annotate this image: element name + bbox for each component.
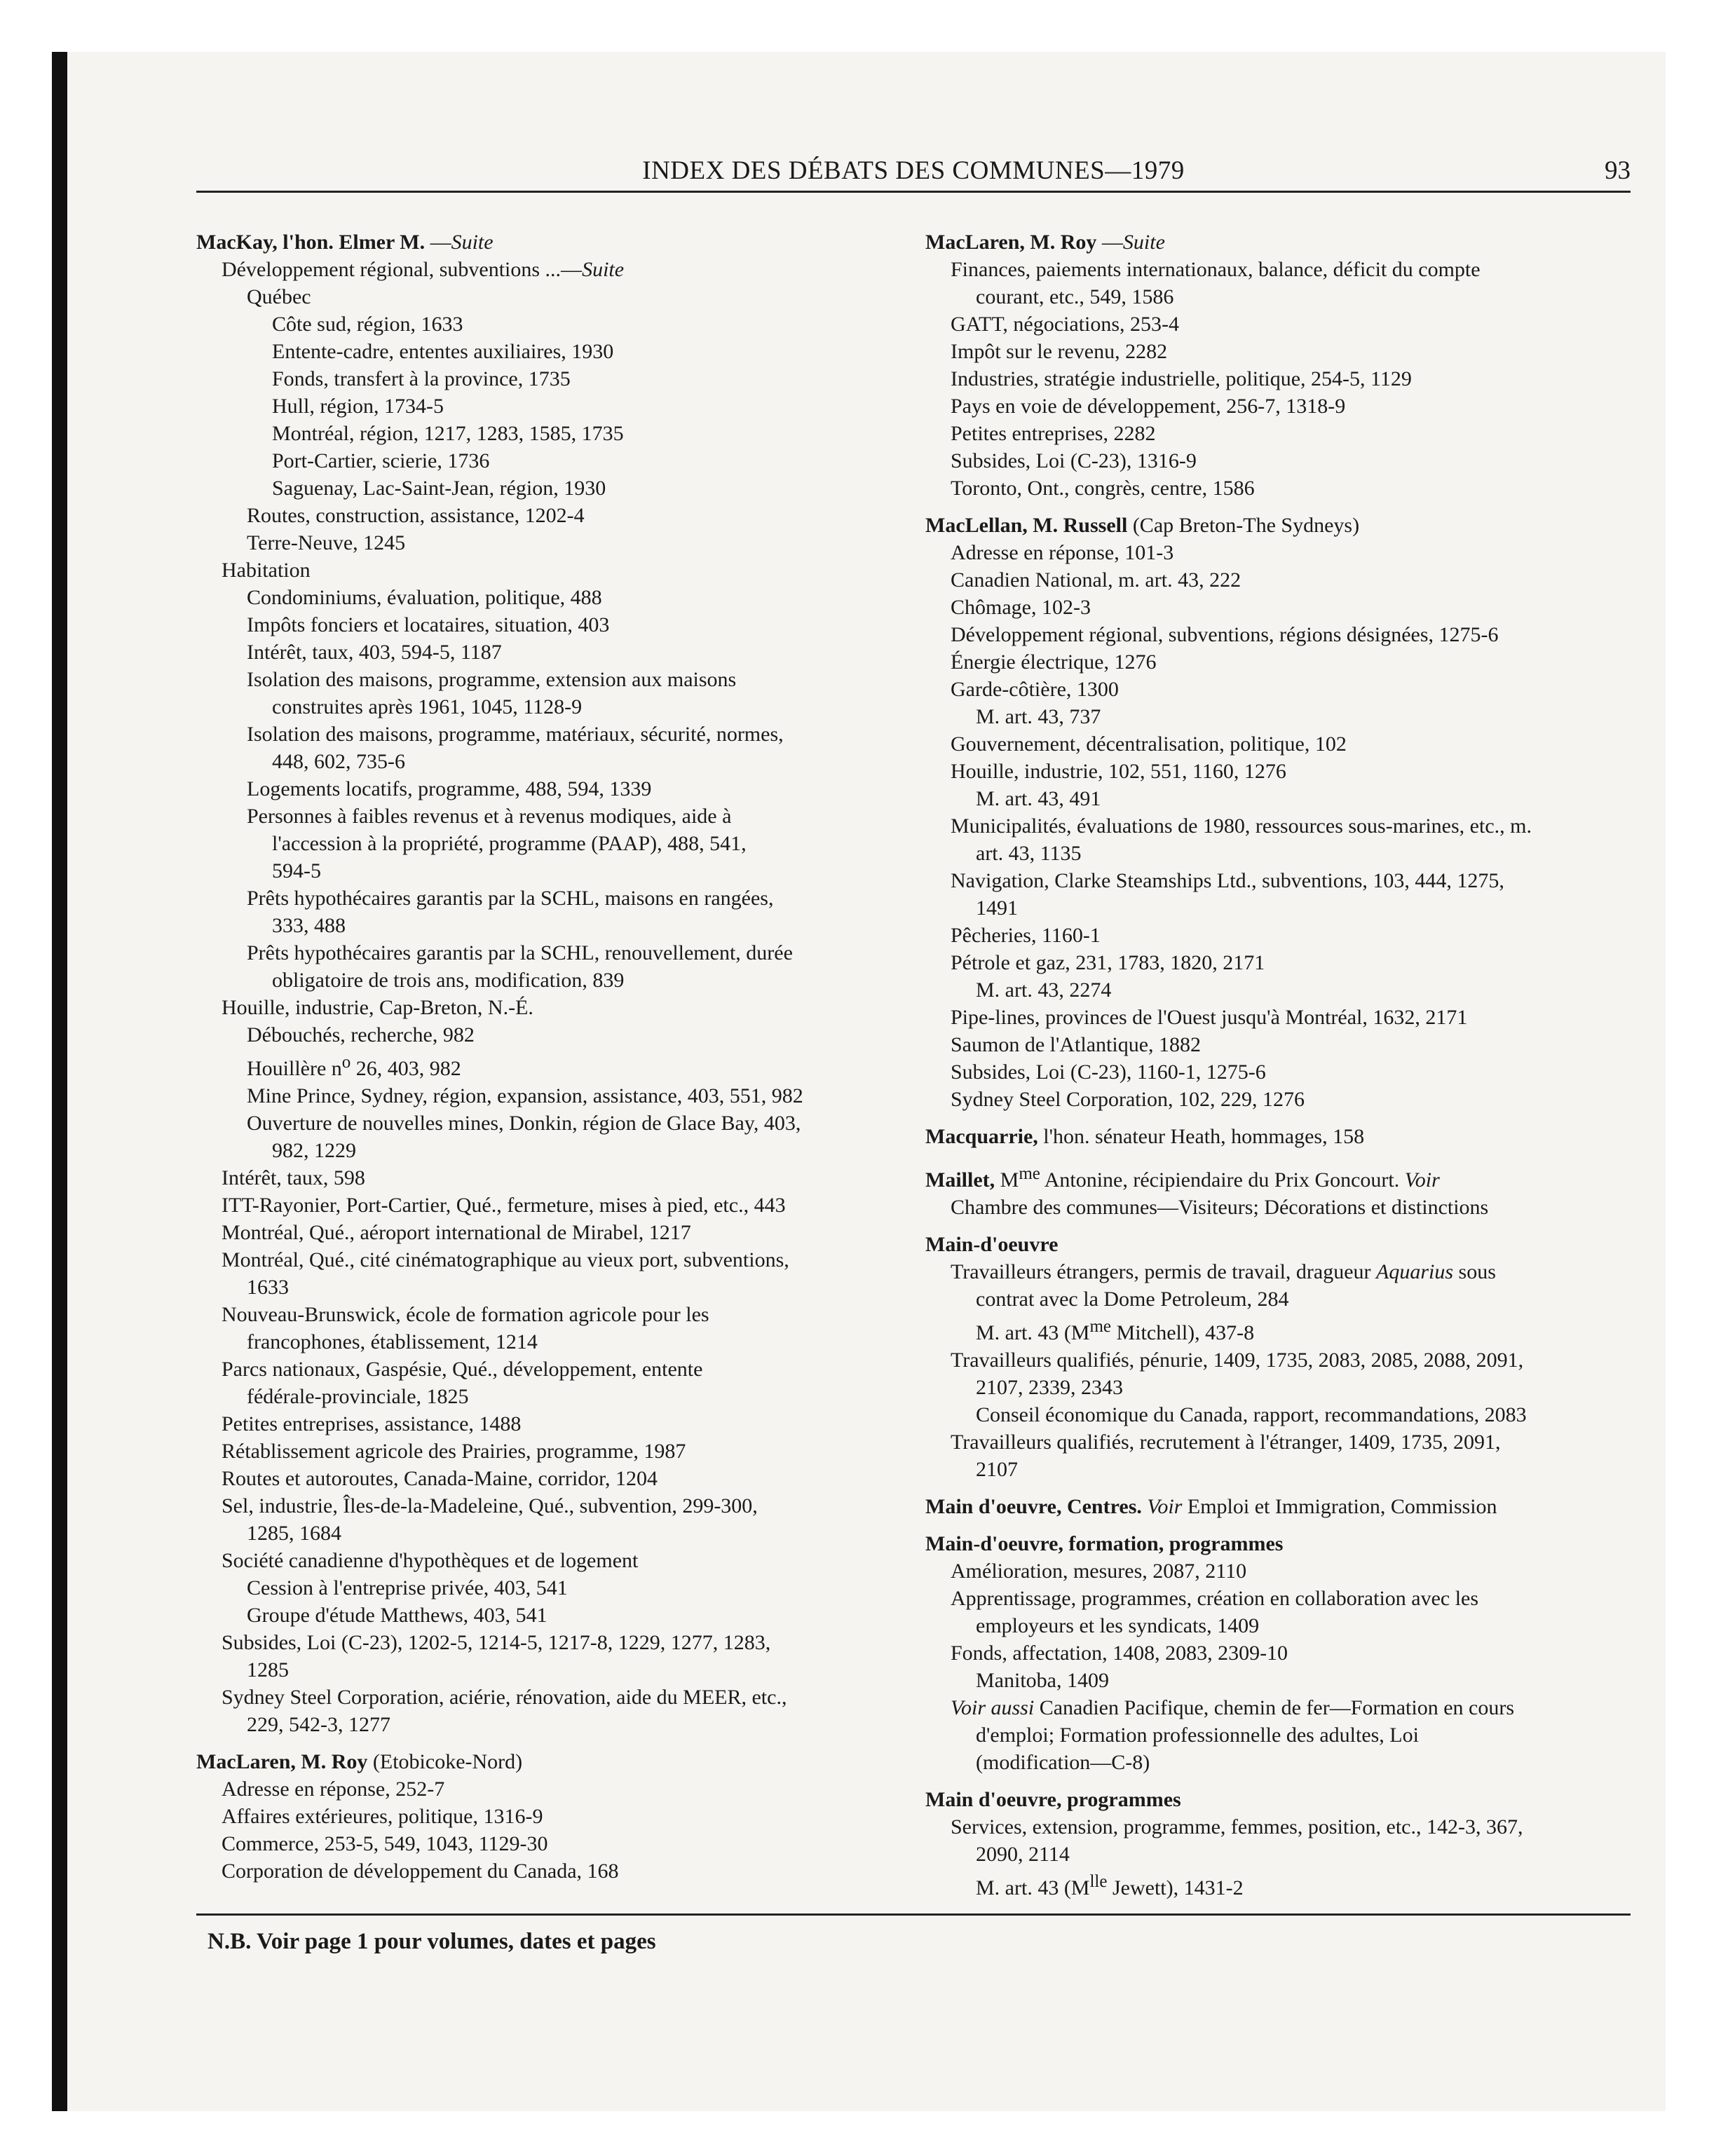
- index-entry: [925, 1749, 1633, 1776]
- page-title: INDEX DES DÉBATS DES COMMUNES—1979: [642, 156, 1185, 185]
- index-entry: [925, 1694, 1633, 1721]
- entry-text: 448, 602, 735-6: [272, 750, 405, 773]
- index-entry: [925, 594, 1633, 621]
- entry-text: Habitation: [222, 559, 311, 582]
- index-entry: [925, 1456, 1633, 1483]
- entry-text: Amélioration, mesures, 2087, 2110: [951, 1560, 1247, 1583]
- entry-text: Société canadienne d'hypothèques et de logement: [222, 1549, 639, 1572]
- index-entry: [925, 1004, 1633, 1031]
- index-entry: [196, 748, 918, 775]
- entry-text: sous: [1453, 1260, 1496, 1283]
- index-entry: [925, 1086, 1633, 1113]
- index-entry: [925, 539, 1633, 566]
- entry-text: courant, etc., 549, 1586: [976, 285, 1174, 308]
- entry-text: Port-Cartier, scierie, 1736: [272, 449, 490, 472]
- index-entry: [196, 1356, 918, 1383]
- entry-text: Travailleurs étrangers, permis de travail, dragueur: [951, 1260, 1377, 1283]
- index-entry: [196, 1547, 918, 1574]
- index-entry: [925, 1194, 1633, 1221]
- entry-text: 1633: [247, 1276, 289, 1299]
- index-heading: [925, 1123, 1633, 1150]
- entry-text: Suite: [451, 231, 494, 254]
- entry-text: M. art. 43 (M: [976, 1876, 1090, 1899]
- index-entry: [925, 1374, 1633, 1401]
- entry-text: Adresse en réponse, 252-7: [222, 1778, 445, 1801]
- entry-text: (modification—C-8): [976, 1751, 1150, 1774]
- entry-text: Main-d'oeuvre, formation, programmes: [925, 1532, 1284, 1555]
- entry-text: Adresse en réponse, 101-3: [951, 541, 1174, 564]
- entry-text: MacLellan, M. Russell: [925, 514, 1128, 537]
- entry-text: Corporation de développement du Canada, 168: [222, 1860, 619, 1883]
- entry-text: Personnes à faibles revenus et à revenus modiques, aide à: [247, 805, 732, 828]
- entry-text: Suite: [582, 258, 625, 281]
- entry-text: Logements locatifs, programme, 488, 594, 1339: [247, 777, 652, 800]
- index-entry: [196, 393, 918, 420]
- entry-text: l'hon. sénateur Heath, hommages, 158: [1037, 1125, 1365, 1148]
- entry-text: Subsides, Loi (C-23), 1316-9: [951, 449, 1197, 472]
- entry-text: Canadien National, m. art. 43, 222: [951, 568, 1241, 592]
- entry-text: Sel, industrie, Îles-de-la-Madeleine, Qué., subvention, 299-300,: [222, 1494, 758, 1517]
- entry-text: 2107: [976, 1458, 1018, 1481]
- index-entry: [196, 666, 918, 693]
- entry-text: contrat avec la Dome Petroleum, 284: [976, 1288, 1289, 1311]
- entry-text: o: [341, 1053, 351, 1072]
- entry-text: Travailleurs qualifiés, pénurie, 1409, 1735, 2083, 2085, 2088, 2091,: [951, 1349, 1524, 1372]
- index-entry: [196, 1830, 918, 1857]
- running-head: [196, 156, 1631, 193]
- index-entry: [196, 857, 918, 885]
- entry-text: Groupe d'étude Matthews, 403, 541: [247, 1604, 547, 1627]
- index-heading: [925, 228, 1633, 256]
- index-entry: [196, 967, 918, 994]
- entry-text: Montréal, région, 1217, 1283, 1585, 1735: [272, 422, 624, 445]
- page-number: 93: [1605, 156, 1631, 185]
- index-entry: [925, 1428, 1633, 1456]
- index-entry: [925, 1585, 1633, 1612]
- entry-text: Conseil économique du Canada, rapport, recommandations, 2083: [976, 1403, 1527, 1426]
- index-entry: [925, 1612, 1633, 1639]
- entry-text: Intérêt, taux, 403, 594-5, 1187: [247, 641, 502, 664]
- index-entry: [925, 1813, 1633, 1841]
- index-entry: [196, 885, 918, 912]
- index-entry: [925, 1313, 1633, 1346]
- entry-text: me: [1089, 1317, 1112, 1336]
- entry-text: Débouchés, recherche, 982: [247, 1023, 475, 1046]
- entry-text: 229, 542-3, 1277: [247, 1713, 390, 1736]
- entry-text: Isolation des maisons, programme, extension aux maisons: [247, 668, 737, 691]
- index-entry: [925, 703, 1633, 730]
- entry-text: Sydney Steel Corporation, aciérie, rénovation, aide du MEER, etc.,: [222, 1686, 787, 1709]
- entry-text: Fonds, transfert à la province, 1735: [272, 367, 571, 390]
- index-entry: [925, 1841, 1633, 1868]
- entry-text: —: [1096, 231, 1123, 254]
- index-entry: [925, 475, 1633, 502]
- entry-text: Macquarrie,: [925, 1125, 1038, 1148]
- entry-text: Petites entreprises, assistance, 1488: [222, 1412, 522, 1435]
- entry-text: 1285, 1684: [247, 1522, 341, 1545]
- entry-text: Industries, stratégie industrielle, politique, 254-5, 1129: [951, 367, 1412, 390]
- index-entry: [196, 1383, 918, 1410]
- index-entry: [925, 1058, 1633, 1086]
- entry-text: Services, extension, programme, femmes, position, etc., 142-3, 367,: [951, 1815, 1523, 1838]
- entry-text: Montréal, Qué., aéroport international de Mirabel, 1217: [222, 1221, 691, 1244]
- index-entry: [925, 922, 1633, 949]
- index-heading: [196, 1748, 918, 1775]
- entry-text: Garde-côtière, 1300: [951, 678, 1119, 701]
- index-entry: [196, 693, 918, 721]
- entry-text: M. art. 43, 2274: [976, 978, 1112, 1002]
- entry-text: Municipalités, évaluations de 1980, ressources sous-marines, etc., m.: [951, 814, 1532, 838]
- entry-text: Manitoba, 1409: [976, 1669, 1109, 1692]
- index-entry: [196, 365, 918, 393]
- entry-text: Cession à l'entreprise privée, 403, 541: [247, 1576, 568, 1599]
- index-entry: [196, 311, 918, 338]
- index-entry: [925, 1258, 1633, 1285]
- entry-text: (Etobicoke-Nord): [367, 1750, 523, 1773]
- entry-text: fédérale-provinciale, 1825: [247, 1385, 469, 1408]
- index-heading: [925, 512, 1633, 539]
- index-entry: [925, 338, 1633, 365]
- entry-text: construites après 1961, 1045, 1128-9: [272, 695, 583, 718]
- index-entry: [196, 1602, 918, 1629]
- index-entry: [925, 812, 1633, 840]
- entry-text: Toronto, Ont., congrès, centre, 1586: [951, 477, 1255, 500]
- index-entry: [196, 912, 918, 939]
- entry-text: Impôts fonciers et locataires, situation, 403: [247, 613, 610, 636]
- entry-text: Houille, industrie, 102, 551, 1160, 1276: [951, 760, 1286, 783]
- entry-text: Pêcheries, 1160-1: [951, 924, 1101, 947]
- index-entry: [925, 1557, 1633, 1585]
- entry-text: 594-5: [272, 859, 321, 882]
- index-entry: [196, 1520, 918, 1547]
- entry-text: Nouveau-Brunswick, école de formation agricole pour les: [222, 1303, 709, 1326]
- entry-text: Développement régional, subventions ...—: [222, 258, 583, 281]
- entry-text: d'emploi; Formation professionnelle des adultes, Loi: [976, 1724, 1419, 1747]
- entry-text: Québec: [247, 285, 311, 308]
- entry-text: me: [1019, 1164, 1040, 1183]
- entry-text: francophones, établissement, 1214: [247, 1330, 538, 1353]
- entry-text: Entente-cadre, ententes auxiliaires, 1930: [272, 340, 614, 363]
- entry-text: Pipe-lines, provinces de l'Ouest jusqu'à Montréal, 1632, 2171: [951, 1006, 1468, 1029]
- entry-text: ITT-Rayonier, Port-Cartier, Qué., fermeture, mises à pied, etc., 443: [222, 1194, 786, 1217]
- entry-text: Énergie électrique, 1276: [951, 650, 1157, 674]
- entry-text: Isolation des maisons, programme, matériaux, sécurité, normes,: [247, 723, 784, 746]
- entry-text: Chambre des communes—Visiteurs; Décorations et distinctions: [951, 1196, 1489, 1219]
- index-entry: [196, 1137, 918, 1164]
- index-heading: [925, 1530, 1633, 1557]
- entry-text: 2090, 2114: [976, 1843, 1070, 1866]
- index-entry: [925, 867, 1633, 894]
- entry-text: Emploi et Immigration, Commission: [1182, 1495, 1497, 1518]
- entry-text: Subsides, Loi (C-23), 1160-1, 1275-6: [951, 1060, 1266, 1084]
- index-column-left: [196, 228, 918, 1885]
- entry-text: Développement régional, subventions, régions désignées, 1275-6: [951, 623, 1499, 646]
- entry-text: 2107, 2339, 2343: [976, 1376, 1123, 1399]
- entry-text: lle: [1089, 1872, 1108, 1891]
- entry-text: Mitchell), 437-8: [1111, 1321, 1255, 1344]
- index-entry: [925, 1401, 1633, 1428]
- entry-text: Côte sud, région, 1633: [272, 313, 463, 336]
- index-entry: [925, 1285, 1633, 1313]
- entry-text: Finances, paiements internationaux, balance, déficit du compte: [951, 258, 1481, 281]
- entry-text: GATT, négociations, 253-4: [951, 313, 1180, 336]
- index-entry: [925, 566, 1633, 594]
- entry-text: l'accession à la propriété, programme (PAAP), 488, 541,: [272, 832, 747, 855]
- index-entry: [925, 621, 1633, 648]
- index-entry: [196, 1775, 918, 1803]
- entry-text: Intérêt, taux, 598: [222, 1166, 365, 1189]
- index-entry: [925, 1031, 1633, 1058]
- index-entry: [925, 283, 1633, 311]
- entry-text: MacKay, l'hon. Elmer M.: [196, 231, 426, 254]
- index-entry: [925, 785, 1633, 812]
- index-entry: [196, 775, 918, 803]
- entry-text: 333, 488: [272, 914, 346, 937]
- index-entry: [196, 1164, 918, 1192]
- entry-text: 982, 1229: [272, 1139, 356, 1162]
- index-entry: [196, 447, 918, 475]
- entry-text: Jewett), 1431-2: [1107, 1876, 1244, 1899]
- index-entry: [925, 676, 1633, 703]
- index-entry: [196, 1082, 918, 1110]
- entry-text: M. art. 43, 491: [976, 787, 1101, 810]
- entry-text: Rétablissement agricole des Prairies, programme, 1987: [222, 1440, 686, 1463]
- index-entry: [196, 639, 918, 666]
- index-entry: [925, 648, 1633, 676]
- index-entry: [196, 1438, 918, 1465]
- entry-text: Houille, industrie, Cap-Breton, N.-É.: [222, 996, 533, 1019]
- index-entry: [196, 1021, 918, 1049]
- index-heading: [925, 1160, 1633, 1194]
- index-entry: [925, 365, 1633, 393]
- footnote: N.B. Voir page 1 pour volumes, dates et pages: [207, 1929, 656, 1954]
- entry-text: M. art. 43, 737: [976, 705, 1101, 728]
- entry-text: Antonine, récipiendaire du Prix Goncourt.: [1040, 1168, 1405, 1192]
- index-entry: [196, 584, 918, 611]
- entry-text: Parcs nationaux, Gaspésie, Qué., développement, entente: [222, 1358, 703, 1381]
- entry-text: Saumon de l'Atlantique, 1882: [951, 1033, 1202, 1056]
- entry-text: 1285: [247, 1658, 289, 1681]
- index-entry: [196, 338, 918, 365]
- entry-text: Pays en voie de développement, 256-7, 1318-9: [951, 395, 1346, 418]
- index-entry: [925, 256, 1633, 283]
- index-entry: [196, 502, 918, 529]
- index-entry: [925, 949, 1633, 976]
- index-entry: [196, 475, 918, 502]
- entry-text: art. 43, 1135: [976, 842, 1082, 865]
- entry-text: (Cap Breton-The Sydneys): [1127, 514, 1360, 537]
- index-entry: [196, 721, 918, 748]
- entry-text: Montréal, Qué., cité cinématographique au vieux port, subventions,: [222, 1248, 789, 1271]
- entry-text: Houillère n: [247, 1057, 342, 1080]
- index-entry: [196, 1684, 918, 1711]
- index-entry: [196, 803, 918, 830]
- entry-text: Main d'oeuvre, programmes: [925, 1788, 1181, 1811]
- index-entry: [196, 994, 918, 1021]
- index-heading: [925, 1493, 1633, 1520]
- entry-text: Aquarius: [1376, 1260, 1454, 1283]
- entry-text: Routes et autoroutes, Canada-Maine, corridor, 1204: [222, 1467, 658, 1490]
- entry-text: Main-d'oeuvre: [925, 1233, 1059, 1256]
- entry-text: Canadien Pacifique, chemin de fer—Formation en cours: [1034, 1696, 1514, 1719]
- index-entry: [196, 1049, 918, 1082]
- index-entry: [925, 1667, 1633, 1694]
- index-entry: [196, 1465, 918, 1492]
- index-entry: [196, 1574, 918, 1602]
- entry-text: Terre-Neuve, 1245: [247, 531, 406, 554]
- entry-text: Ouverture de nouvelles mines, Donkin, région de Glace Bay, 403,: [247, 1112, 801, 1135]
- index-entry: [196, 1301, 918, 1328]
- entry-text: Subsides, Loi (C-23), 1202-5, 1214-5, 1217-8, 1229, 1277, 1283,: [222, 1631, 771, 1654]
- entry-text: obligatoire de trois ans, modification, 839: [272, 969, 625, 992]
- entry-text: M. art. 43 (M: [976, 1321, 1090, 1344]
- index-entry: [196, 939, 918, 967]
- entry-text: Routes, construction, assistance, 1202-4: [247, 504, 585, 527]
- index-entry: [925, 447, 1633, 475]
- index-entry: [196, 1803, 918, 1830]
- entry-text: Travailleurs qualifiés, recrutement à l'étranger, 1409, 1735, 2091,: [951, 1431, 1501, 1454]
- index-entry: [925, 1721, 1633, 1749]
- index-entry: [925, 894, 1633, 922]
- index-entry: [925, 393, 1633, 420]
- entry-text: Suite: [1122, 231, 1165, 254]
- index-entry: [196, 1274, 918, 1301]
- index-entry: [196, 1192, 918, 1219]
- entry-text: Saguenay, Lac-Saint-Jean, région, 1930: [272, 477, 606, 500]
- index-entry: [925, 758, 1633, 785]
- entry-text: Chômage, 102-3: [951, 596, 1091, 619]
- entry-text: MacLaren, M. Roy: [925, 231, 1097, 254]
- entry-text: —: [425, 231, 451, 254]
- index-entry: [925, 976, 1633, 1004]
- binding-edge: [52, 52, 67, 2111]
- entry-text: Prêts hypothécaires garantis par la SCHL, maisons en rangées,: [247, 887, 774, 910]
- entry-text: M: [995, 1168, 1019, 1192]
- entry-text: Maillet,: [925, 1168, 995, 1192]
- entry-text: employeurs et les syndicats, 1409: [976, 1614, 1260, 1637]
- index-entry: [925, 730, 1633, 758]
- index-heading: [196, 228, 918, 256]
- entry-text: Voir: [1147, 1495, 1183, 1518]
- index-entry: [925, 1868, 1633, 1902]
- entry-text: Pétrole et gaz, 231, 1783, 1820, 2171: [951, 951, 1265, 974]
- entry-text: Commerce, 253-5, 549, 1043, 1129-30: [222, 1832, 548, 1855]
- index-entry: [196, 529, 918, 557]
- index-entry: [196, 256, 918, 283]
- index-entry: [196, 1219, 918, 1246]
- index-heading: [925, 1786, 1633, 1813]
- entry-text: Petites entreprises, 2282: [951, 422, 1156, 445]
- index-entry: [925, 311, 1633, 338]
- index-entry: [925, 420, 1633, 447]
- entry-text: Prêts hypothécaires garantis par la SCHL, renouvellement, durée: [247, 941, 793, 964]
- index-entry: [925, 1346, 1633, 1374]
- index-heading: [925, 1231, 1633, 1258]
- entry-text: Condominiums, évaluation, politique, 488: [247, 586, 602, 609]
- entry-text: MacLaren, M. Roy: [196, 1750, 368, 1773]
- index-entry: [925, 840, 1633, 867]
- entry-text: Main d'oeuvre, Centres.: [925, 1495, 1142, 1518]
- index-entry: [196, 1711, 918, 1738]
- entry-text: 26, 403, 982: [351, 1057, 461, 1080]
- entry-text: Affaires extérieures, politique, 1316-9: [222, 1805, 543, 1828]
- entry-text: Gouvernement, décentralisation, politique, 102: [951, 732, 1347, 756]
- entry-text: Hull, région, 1734-5: [272, 395, 444, 418]
- entry-text: Voir aussi: [951, 1696, 1035, 1719]
- index-entry: [196, 611, 918, 639]
- entry-text: Apprentissage, programmes, création en collaboration avec les: [951, 1587, 1479, 1610]
- index-entry: [196, 830, 918, 857]
- index-entry: [196, 1246, 918, 1274]
- index-entry: [196, 1328, 918, 1356]
- index-entry: [196, 1857, 918, 1885]
- index-column-right: [925, 228, 1633, 1902]
- index-entry: [196, 1656, 918, 1684]
- entry-text: Sydney Steel Corporation, 102, 229, 1276: [951, 1088, 1305, 1111]
- entry-text: 1491: [976, 896, 1018, 920]
- entry-text: Impôt sur le revenu, 2282: [951, 340, 1168, 363]
- index-entry: [196, 283, 918, 311]
- index-entry: [196, 1492, 918, 1520]
- entry-text: Mine Prince, Sydney, région, expansion, assistance, 403, 551, 982: [247, 1084, 803, 1107]
- index-entry: [925, 1639, 1633, 1667]
- index-entry: [196, 1410, 918, 1438]
- index-entry: [196, 420, 918, 447]
- index-entry: [196, 1629, 918, 1656]
- index-entry: [196, 557, 918, 584]
- footer-rule: [196, 1913, 1631, 1916]
- index-entry: [196, 1110, 918, 1137]
- entry-text: Voir: [1404, 1168, 1440, 1192]
- entry-text: Navigation, Clarke Steamships Ltd., subventions, 103, 444, 1275,: [951, 869, 1504, 892]
- entry-text: Fonds, affectation, 1408, 2083, 2309-10: [951, 1642, 1288, 1665]
